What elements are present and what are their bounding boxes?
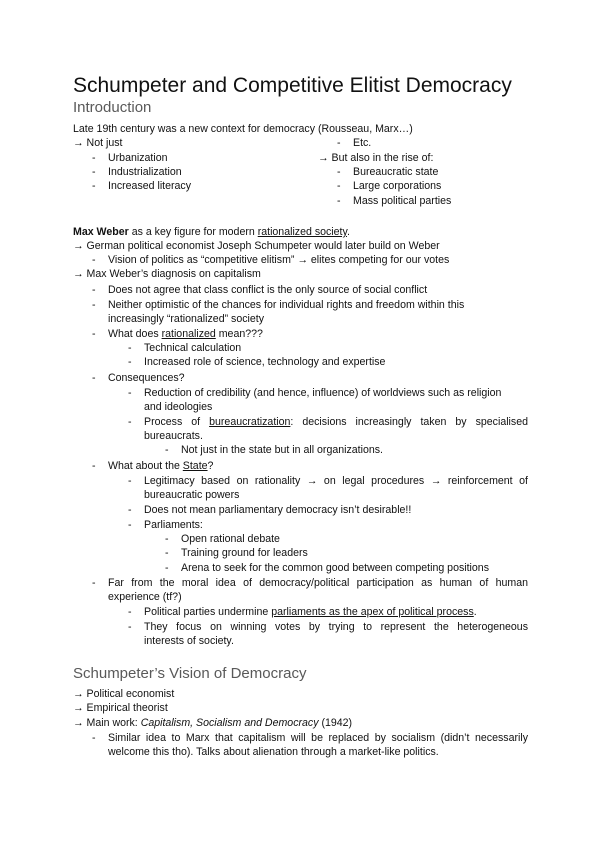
- list-dash: -: [92, 299, 96, 311]
- list-dash: -: [128, 519, 132, 531]
- list-dash: -: [128, 504, 132, 516]
- list-item: Technical calculation: [144, 342, 242, 354]
- list-item: Not just in the state but in all organizations.: [181, 444, 383, 456]
- section-heading-introduction: Introduction: [73, 99, 152, 116]
- bureaucratization-term: bureaucratization: [209, 416, 291, 428]
- list-item: Reduction of credibility (and hence, influence) of worldviews such as religion: [144, 387, 502, 399]
- main-work-line: [73, 716, 352, 730]
- text-fragment: ?: [207, 460, 214, 472]
- page-title: Schumpeter and Competitive Elitist Democracy: [73, 74, 512, 97]
- parliaments-apex-term: parliaments as the apex of political process: [271, 606, 474, 618]
- list-item: Training ground for leaders: [181, 547, 308, 559]
- text-fragment: (1942): [318, 717, 353, 729]
- list-dash: -: [92, 152, 96, 164]
- arrow-line: → Empirical theorist: [73, 702, 168, 714]
- list-dash: -: [92, 180, 96, 192]
- list-dash: -: [337, 195, 341, 207]
- weber-intro-text: as a key figure for modern: [128, 226, 258, 238]
- list-item: [144, 415, 528, 429]
- list-item-continued: experience (tf?): [108, 591, 182, 603]
- list-dash: -: [337, 166, 341, 178]
- arrow-line: → Political economist: [73, 688, 175, 700]
- list-dash: -: [165, 547, 169, 559]
- text-fragment: Process of: [144, 416, 210, 428]
- text-fragment: What does: [108, 328, 162, 340]
- list-item: Does not agree that class conflict is the only source of social conflict: [108, 284, 428, 296]
- weber-intro-line: [73, 225, 350, 239]
- list-dash: -: [165, 444, 169, 456]
- rationalized-term: rationalized: [161, 328, 216, 340]
- list-item-continued: interests of society.: [144, 635, 234, 647]
- list-item: Increased role of science, technology and expertise: [144, 356, 386, 368]
- text-fragment: mean???: [215, 328, 263, 340]
- list-item: Increased literacy: [108, 180, 192, 192]
- list-item-continued: and ideologies: [144, 401, 213, 413]
- list-dash: -: [128, 606, 132, 618]
- list-dash: -: [92, 254, 96, 266]
- diagnosis-line: → Max Weber’s diagnosis on capitalism: [73, 268, 261, 280]
- text-fragment: What about the: [108, 460, 183, 472]
- but-also-line: → But also in the rise of:: [318, 152, 434, 164]
- list-item: Etc.: [353, 137, 372, 149]
- weber-name: Max Weber: [73, 226, 129, 238]
- list-item-continued: bureaucratic powers: [144, 489, 240, 501]
- list-item: Vision of politics as “competitive elitism” → elites competing for our votes: [108, 254, 450, 266]
- list-dash: -: [128, 416, 132, 428]
- not-just-line: → Not just: [73, 137, 123, 149]
- list-dash: -: [165, 533, 169, 545]
- list-item: [108, 459, 213, 473]
- list-dash: -: [128, 356, 132, 368]
- list-item: Industrialization: [108, 166, 182, 178]
- list-dash: -: [92, 460, 96, 472]
- list-dash: -: [92, 166, 96, 178]
- list-item: Does not mean parliamentary democracy isn’t desirable!!: [144, 504, 412, 516]
- list-dash: -: [128, 621, 132, 633]
- list-dash: -: [337, 180, 341, 192]
- list-item: Open rational debate: [181, 533, 280, 545]
- list-item: Urbanization: [108, 152, 168, 164]
- list-item: Legitimacy based on rationality → on legal procedures → reinforcement of: [144, 475, 528, 487]
- list-item: Neither optimistic of the chances for individual rights and freedom within this: [108, 299, 465, 311]
- list-item: Bureaucratic state: [353, 166, 439, 178]
- list-item: Parliaments:: [144, 519, 203, 531]
- list-item-continued: bureaucrats.: [144, 430, 203, 442]
- list-dash: -: [92, 284, 96, 296]
- list-dash: -: [92, 732, 96, 744]
- list-item: Large corporations: [353, 180, 442, 192]
- book-title: Capitalism, Socialism and Democracy: [140, 717, 319, 729]
- list-dash: -: [92, 328, 96, 340]
- list-item: Similar idea to Marx that capitalism will be replaced by socialism (didn’t necessarily: [108, 732, 528, 744]
- text-fragment: .: [473, 606, 477, 618]
- list-item: Consequences?: [108, 372, 185, 384]
- list-dash: -: [165, 562, 169, 574]
- list-dash: -: [128, 387, 132, 399]
- list-item: [144, 605, 477, 619]
- list-item-continued: increasingly “rationalized” society: [108, 313, 265, 325]
- intro-line: Late 19th century was a new context for democracy (Rousseau, Marx…): [73, 123, 413, 135]
- list-item: Far from the moral idea of democracy/political participation as human of human: [108, 577, 528, 589]
- section-heading-schumpeter: Schumpeter’s Vision of Democracy: [73, 665, 307, 682]
- list-item: They focus on winning votes by trying to represent the heterogeneous: [144, 621, 528, 633]
- list-dash: -: [337, 137, 341, 149]
- list-dash: -: [128, 475, 132, 487]
- list-item: Arena to seek for the common good between competing positions: [181, 562, 489, 574]
- list-dash: -: [92, 577, 96, 589]
- list-dash: -: [92, 372, 96, 384]
- list-dash: -: [128, 342, 132, 354]
- text-fragment: → Main work:: [73, 717, 141, 729]
- weber-intro-end: .: [347, 226, 350, 238]
- state-term: State: [182, 460, 208, 472]
- text-fragment: Political parties undermine: [144, 606, 272, 618]
- list-item-continued: welcome this tho). Talks about alienation through a market-like politics.: [108, 746, 439, 758]
- text-fragment: : decisions increasingly taken by specialised: [290, 416, 528, 428]
- list-item: [108, 327, 263, 341]
- rationalized-society-term: rationalized society: [257, 226, 348, 238]
- list-item: Mass political parties: [353, 195, 452, 207]
- schumpeter-build-line: → German political economist Joseph Schumpeter would later build on Weber: [73, 240, 440, 252]
